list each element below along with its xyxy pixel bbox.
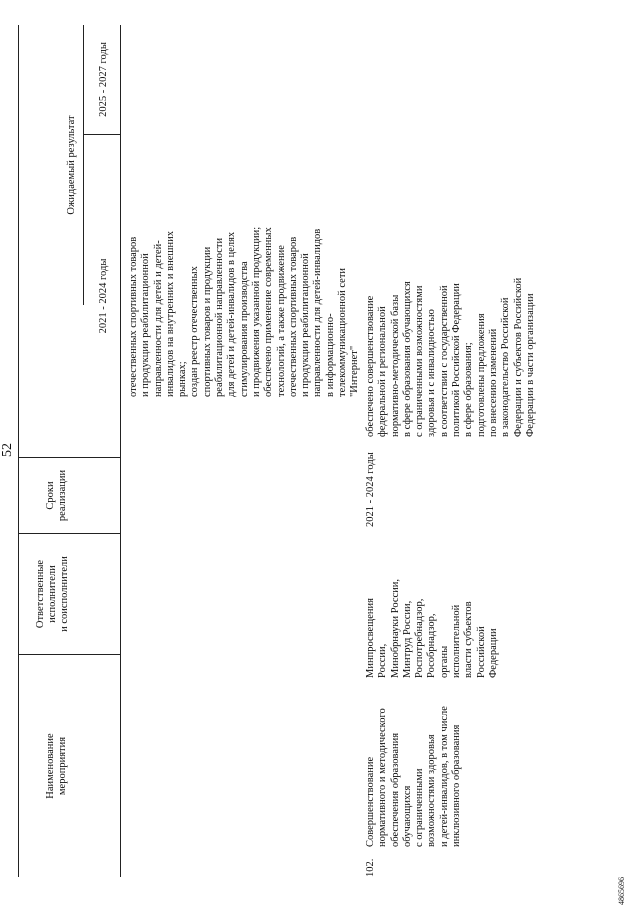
header-divider-3	[18, 457, 121, 458]
continuation-result-2021: отечественных спортивных товаров и продукции реабилитационной направленности для детей и детей- инвалидов на внутренних и внешних рынках; создан реестр отечественных спортивных товаров и продукции реабилитационной направленности для детей и детей-инвалидов в целях стимулирования производства и продвижения указанной продукции; обеспечено применение современных технологий, а также продвижение отечественных спортивных товаров и продукции реабилитационной направленности для детей-инвалидов в информационно- телекоммуникационной сети "Интернет"	[128, 226, 361, 397]
header-terms: Сроки реализации	[45, 469, 68, 522]
row-executors: Минпросвещения России, Минобрнауки России, Минтруд России, Роспотребнадзор, Рособрнадзор, органы исполнительной власти субъектов Российской Федерации	[365, 578, 499, 678]
document-id: 4865696	[617, 877, 626, 905]
result-header-divider	[83, 25, 84, 305]
header-divider-1	[18, 654, 121, 655]
row-terms: 2021 - 2024 годы	[365, 452, 376, 527]
header-2021-2024: 2021 - 2024 годы	[98, 258, 109, 334]
row-name: Совершенствование нормативного и методического обеспечения образования обучающихся с ограниченными возможностями здоровья и детей-инвалидов, в том числе инклюзивного образования	[365, 706, 463, 847]
header-executors: Ответственные исполнители и соисполнители	[35, 556, 70, 632]
table-top-rule	[18, 25, 19, 877]
header-2025-2027: 2025 - 2027 годы	[98, 42, 109, 117]
header-name: Наименование мероприятия	[45, 733, 68, 799]
page-number: 52	[0, 443, 15, 457]
row-result-2021: обеспечено совершенствование федеральной и региональной нормативно-методической базы в сфере образования обучающихся с ограниченными возможностями здоровья и с инвалидностью в соответствии с государственной политикой Российской Федерации в сфере образования; подготовлены предложения по внесению изменений в законодательство Российской Федерации и субъектов Российской Федерации в части организации	[365, 277, 536, 437]
row-number: 102.	[365, 858, 376, 877]
table-header-bottom-rule	[120, 25, 121, 877]
header-expected-result: Ожидаемый результат	[66, 115, 77, 215]
